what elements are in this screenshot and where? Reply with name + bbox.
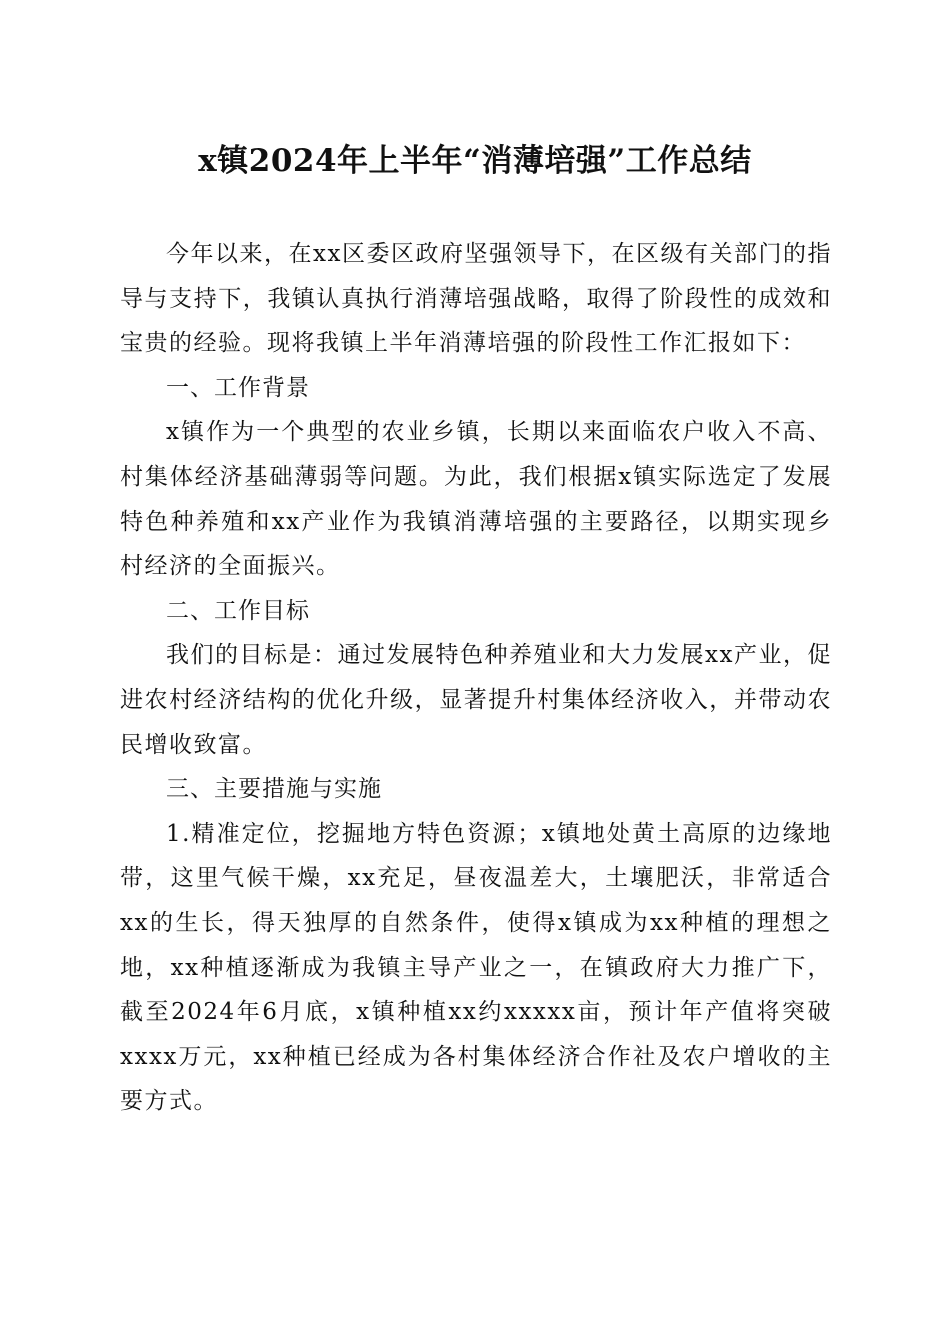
page-title: x镇2024年上半年“消薄培强”工作总结 <box>198 143 752 179</box>
section-heading-goals: 二、工作目标 <box>166 597 310 624</box>
section-heading-measures: 三、主要措施与实施 <box>166 776 382 803</box>
intro-paragraph: 今年以来，在xx区委区政府坚强领导下，在区级有关部门的指导与支持下，我镇认真执行消薄培强战略，取得了阶段性的成效和宝贵的经验。现将我镇上半年消薄培强的阶段性工作汇报如下： <box>120 241 832 357</box>
section-paragraph-background: x镇作为一个典型的农业乡镇，长期以来面临农户收入不高、村集体经济基础薄弱等问题。为此，我们根据x镇实际选定了发展特色种养殖和xx产业作为我镇消薄培强的主要路径，以期实现乡村经济的全面振兴。 <box>120 419 832 580</box>
section-paragraph-goals: 我们的目标是：通过发展特色种养殖业和大力发展xx产业，促进农村经济结构的优化升级，显著提升村集体经济收入，并带动农民增收致富。 <box>120 642 832 758</box>
document-body <box>120 232 832 1124</box>
section-paragraph-measures: 1.精准定位，挖掘地方特色资源；x镇地处黄土高原的边缘地带，这里气候干燥，xx充足，昼夜温差大，土壤肥沃，非常适合xx的生长，得天独厚的自然条件，使得x镇成为xx种植的理想之地，xx种植逐渐成为我镇主导产业之一，在镇政府大力推广下，截至2024年6月底，x镇种植xx约xxxxx亩，预计年产值将突破xxxx万元，xx种植已经成为各村集体经济合作社及农户增收的主要方式。 <box>120 820 832 1115</box>
section-heading-background: 一、工作背景 <box>166 374 310 401</box>
